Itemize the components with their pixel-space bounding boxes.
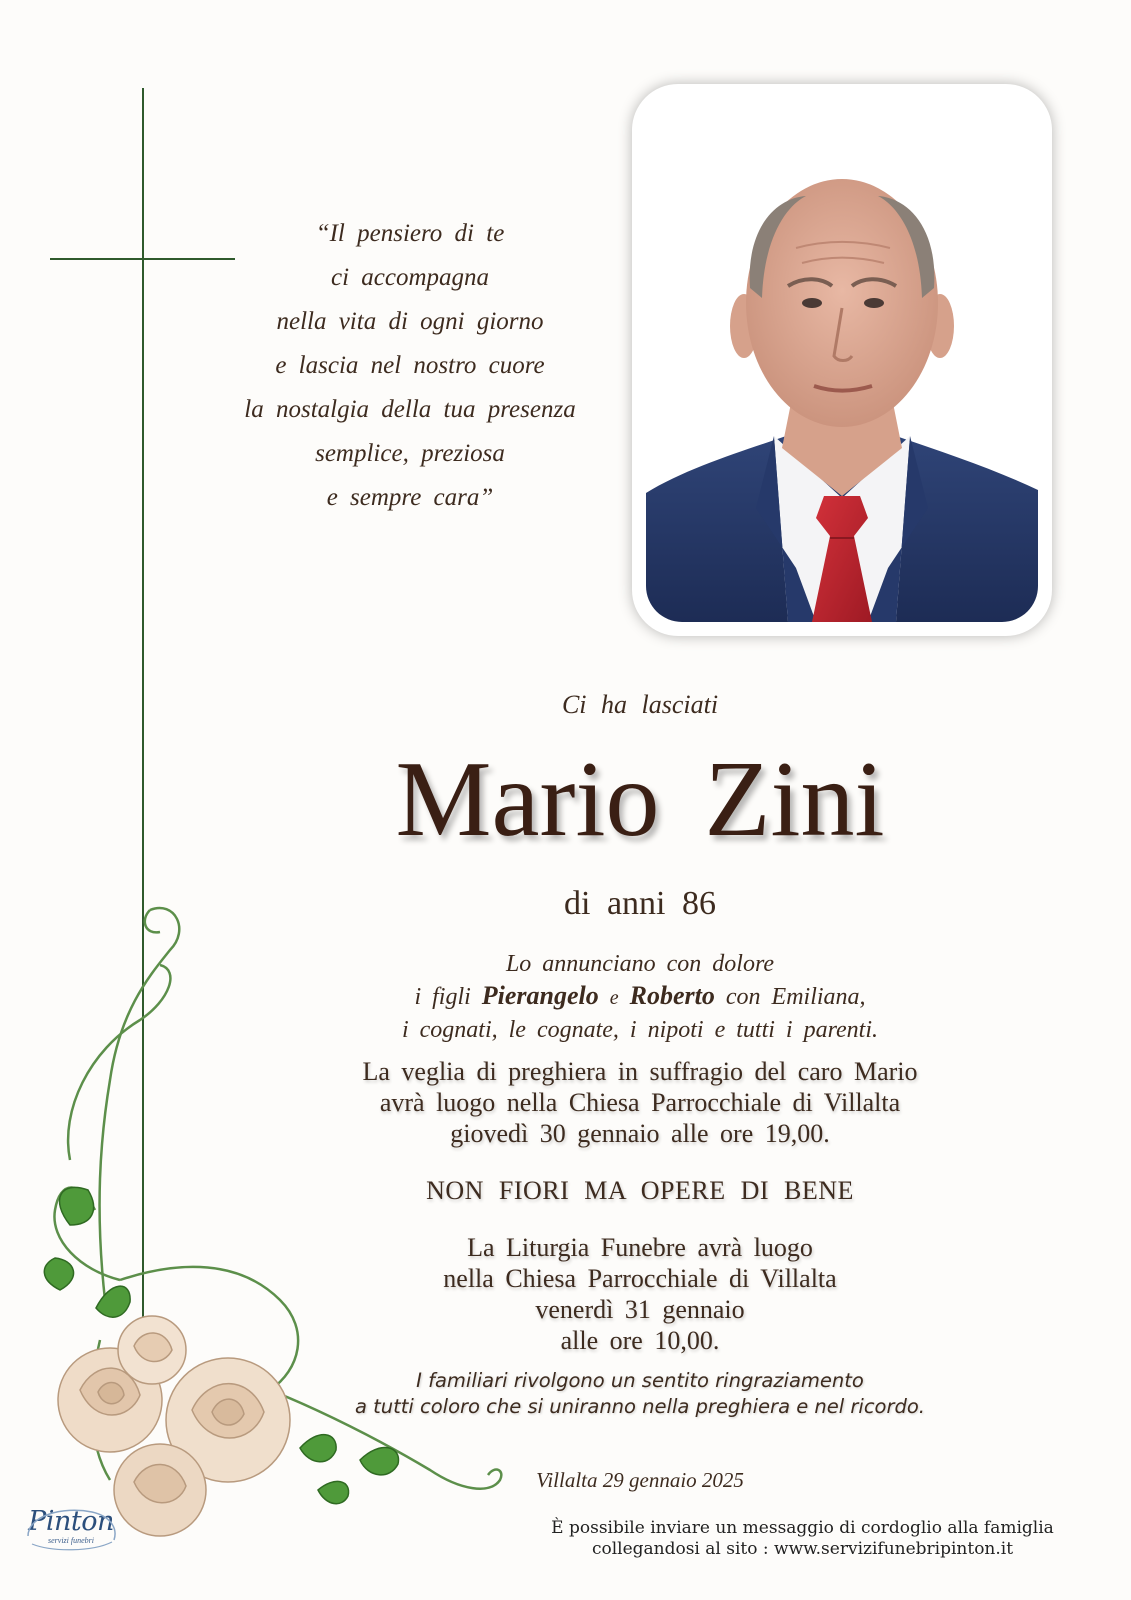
- child-name: Roberto: [629, 981, 715, 1010]
- liturgy-line: nella Chiesa Parrocchiale di Villalta: [443, 1264, 837, 1293]
- portrait-illustration: [646, 98, 1038, 622]
- memorial-quote: [205, 212, 615, 520]
- quote-line: semplice, preziosa: [315, 440, 505, 467]
- thanks-line: I familiari rivolgono un sentito ringraziamento: [416, 1369, 864, 1392]
- deceased-name: Mario Zini: [395, 740, 885, 859]
- deceased-age: di anni 86: [564, 885, 716, 922]
- place-and-date: Villalta 29 gennaio 2025: [536, 1468, 744, 1492]
- intro-text: Ci ha lasciati: [561, 690, 719, 719]
- condolence-note: [520, 1518, 1085, 1560]
- no-flowers-note: NON FIORI MA OPERE DI BENE: [426, 1176, 854, 1205]
- vigil-line: giovedì 30 gennaio alle ore 19,00.: [450, 1119, 830, 1148]
- logo-tagline: servizi funebri: [48, 1536, 94, 1545]
- announcement-line: Lo annunciano con dolore: [505, 951, 775, 977]
- liturgy-line: alle ore 10,00.: [560, 1326, 720, 1355]
- quote-line: nella vita di ogni giorno: [276, 308, 544, 335]
- vigil-line: La veglia di preghiera in suffragio del caro Mario: [362, 1057, 918, 1086]
- condolence-line: È possibile inviare un messaggio di cordoglio alla famiglia: [551, 1518, 1054, 1538]
- quote-line: e lascia nel nostro cuore: [275, 352, 545, 379]
- quote-line: “Il pensiero di te: [315, 220, 505, 247]
- portrait-frame: [632, 84, 1052, 636]
- announcement-line: i figli Pierangelo e Roberto con Emiliana,: [414, 981, 866, 1010]
- quote-line: la nostalgia della tua presenza: [244, 396, 576, 423]
- rose-floral-decoration: [0, 880, 520, 1600]
- quote-line: e sempre cara”: [326, 484, 494, 511]
- portrait-photo: [646, 98, 1038, 622]
- condolence-line: collegandosi al sito : www.servizifunebripinton.it: [591, 1539, 1014, 1559]
- child-name: Pierangelo: [481, 981, 599, 1010]
- logo-name: Pinton: [28, 1506, 114, 1537]
- announcement-line: i cognati, le cognate, i nipoti e tutti i parenti.: [401, 1017, 879, 1043]
- vigil-line: avrà luogo nella Chiesa Parrocchiale di Villalta: [379, 1088, 901, 1117]
- quote-line: ci accompagna: [330, 264, 490, 291]
- liturgy-line: venerdì 31 gennaio: [535, 1295, 745, 1324]
- pinton-logo: [22, 1508, 120, 1564]
- logo-swoosh-icon: [22, 1502, 120, 1562]
- liturgy-line: La Liturgia Funebre avrà luogo: [467, 1233, 813, 1262]
- thanks-line: a tutti coloro che si uniranno nella preghiera e nel ricordo.: [354, 1395, 926, 1418]
